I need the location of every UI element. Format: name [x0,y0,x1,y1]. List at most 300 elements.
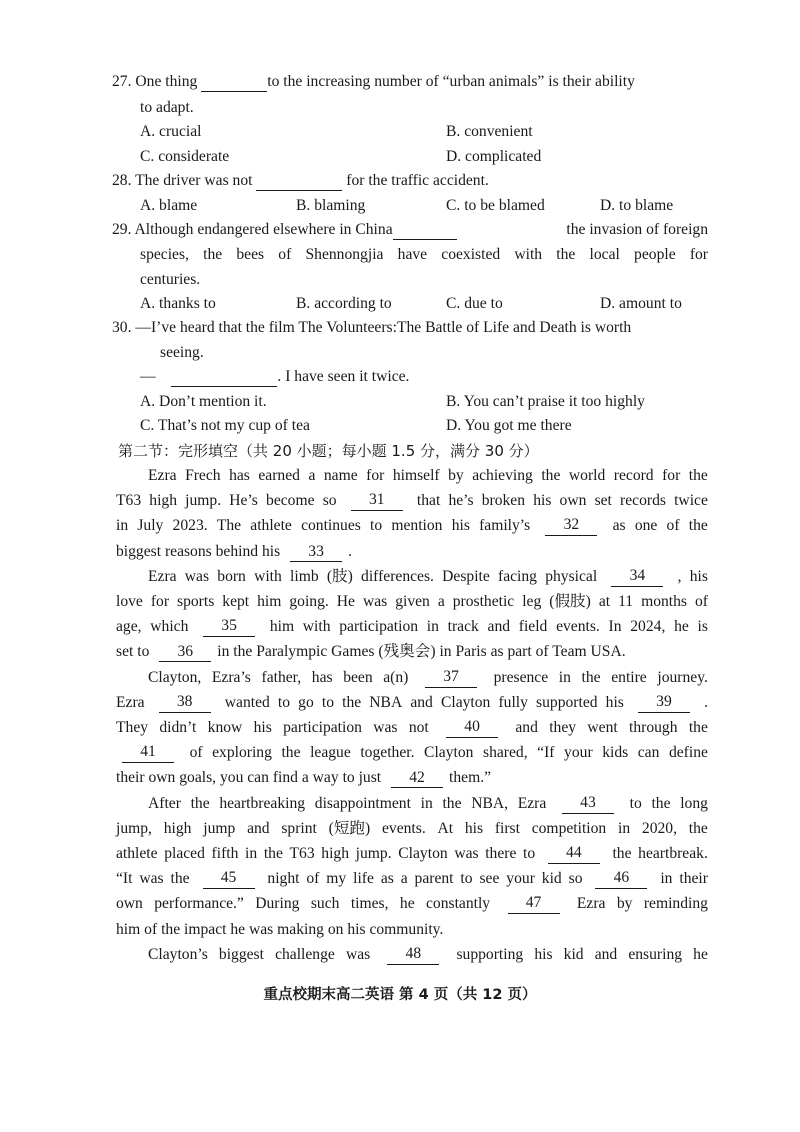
passage-word: Clayton [440,694,491,711]
passage-word: prosthetic [452,593,515,610]
passage-word: high [321,845,350,862]
passage-word: in [420,795,433,812]
question-30-stem-cont: seeing. [160,344,204,361]
passage-word: sports [177,593,215,610]
passage-word: jump. [185,492,222,509]
passage-word: for [662,467,681,484]
passage-word: going. [289,593,329,610]
passage-word: (残奥会) [378,643,440,660]
passage-word: first [494,820,520,837]
passage-line [116,768,495,788]
passage-word: events. [381,820,426,837]
passage-word: they [549,719,577,736]
passage-word: was [139,870,164,887]
passage-word: been [343,669,373,686]
passage-word: reminding [643,895,708,912]
passage-word: given [395,593,430,610]
passage-word: Team [552,643,591,660]
passage-word: participation [283,719,362,736]
passage-word: events. [556,618,600,635]
passage-word: own [116,895,143,912]
passage-word: to [460,870,473,887]
passage-word: was [345,946,371,963]
passage-word: the [688,820,708,837]
passage-word: broken [481,492,526,509]
passage-word: of [144,921,162,938]
question-27-text: 27. One thing [112,73,202,90]
passage-word: his [605,694,624,711]
question-28-text: 28. The driver was not [112,172,257,189]
passage-word: the [688,517,708,534]
passage-word: kids [602,744,629,761]
passage-word: Paris [455,643,491,660]
passage-word: exploring [212,744,272,761]
cloze-blank-48: 48 [387,945,439,965]
passage-line [116,869,708,889]
passage-word: achieving [472,467,533,484]
option-a: A. crucial [140,123,202,140]
passage-word: the [263,845,283,862]
passage-word: league [310,744,351,761]
passage-line [116,920,447,940]
passage-line [116,693,708,713]
passage-word: the [161,921,185,938]
passage-word: and [410,694,433,711]
passage-word: At [437,820,454,837]
passage-word: can [637,744,660,761]
passage-word: field [518,618,548,635]
passage-word: limb [290,568,319,585]
passage-word: reasons [164,543,216,560]
passage-word: was [248,921,278,938]
passage-word: and [594,946,618,963]
passage-word: the [170,870,190,887]
passage-word: them.” [449,769,495,786]
passage-word: fifth [211,845,239,862]
cloze-blank-40: 40 [446,718,498,738]
passage-word: the [688,719,708,736]
passage-word: biggest [116,543,165,560]
passage-word: as [490,643,508,660]
passage-word: the [442,795,462,812]
passage-word: didn’t [159,719,197,736]
passage-word: “If [537,744,555,761]
passage-word: to [629,795,642,812]
passage-line [116,743,708,763]
passage-word: Ezra [517,795,547,812]
option-b: B. according to [296,295,392,312]
passage-word: sprint [281,820,317,837]
passage-word: kid [541,870,562,887]
passage-word: 2020, [641,820,677,837]
passage-word: T63 [289,845,315,862]
passage-word: born [217,568,246,585]
passage-word: you [219,769,248,786]
passage-word: Paralympic [256,643,332,660]
passage-word: to [321,694,335,711]
passage-word: which [150,618,189,635]
passage-word: jump [203,820,236,837]
passage-word: know [207,719,243,736]
cloze-blank-37: 37 [425,668,477,688]
option-d: D. to blame [600,197,674,214]
passage-line [116,844,708,864]
option-b: B. convenient [446,123,533,140]
passage-word: presence [493,669,549,686]
option-d: D. amount to [600,295,682,312]
question-29-text: the invasion of foreign [566,221,708,238]
passage-word: with [302,618,331,635]
cloze-blank-34: 34 [611,567,663,587]
passage-word: he [693,946,708,963]
passage-word: facing [498,568,537,585]
cloze-blank-43: 43 [562,794,614,814]
passage-word: in [660,870,673,887]
passage-word: track [447,618,479,635]
passage-word: father, [261,669,302,686]
passage-word: During [255,895,300,912]
passage-word: his [464,820,484,837]
cloze-blank-39: 39 [638,693,690,713]
passage-word: own [559,492,587,509]
passage-word: in [558,669,571,686]
option-b: B. You can’t praise it too highly [446,393,645,410]
passage-word: The [216,517,242,534]
passage-word: record [613,467,654,484]
passage-word: goals, [179,769,220,786]
passage-word: family’s [479,517,531,534]
passage-line [116,642,630,662]
passage-line [148,668,708,688]
passage-word: to [342,769,359,786]
passage-word: that [416,492,441,509]
question-29-stem-cont: species, the bees of Shennongjia have coexisted with the local people for [140,246,708,263]
question-27-stem-cont: to adapt. [140,99,194,116]
option-a: A. Don’t mention it. [140,393,267,410]
passage-word: high [163,820,192,837]
passage-word: through [629,719,678,736]
passage-word: USA. [590,643,630,660]
passage-word: Games [331,643,379,660]
cloze-blank-47: 47 [508,894,560,914]
passage-word: constantly [426,895,491,912]
option-d: D. complicated [446,148,542,165]
passage-word: and [487,618,511,635]
passage-word: 2023. [172,517,208,534]
passage-line [116,542,356,562]
passage-word: competition [531,820,607,837]
passage-word: impact [184,921,231,938]
passage-line [148,945,708,965]
option-d: D. You got me there [446,417,572,434]
passage-line [148,466,708,486]
passage-word: He’s [229,492,258,509]
passage-word: After [148,795,181,812]
passage-word: not [408,719,429,736]
passage-word: your [506,870,535,887]
passage-word: life [353,870,374,887]
passage-word: in [617,820,631,837]
passage-line [116,516,708,536]
passage-word: Ezra [116,694,145,711]
passage-line [148,567,708,587]
passage-word: parent [414,870,454,887]
passage-word: the [541,467,561,484]
passage-word: disappointment [314,795,411,812]
passage-word: Clayton [398,845,448,862]
passage-word: jump. [355,845,392,862]
passage-word: a [301,769,313,786]
passage-word: such [310,895,340,912]
passage-word: shared, [483,744,528,761]
passage-word: Frech [185,467,221,484]
passage-word: was [362,593,388,610]
passage-word: own [148,769,180,786]
passage-word: love [116,593,143,610]
passage-word: the [233,643,257,660]
passage-word: night [267,870,300,887]
passage-word: (短跑) [328,820,371,837]
passage-word: twice [674,492,708,509]
passage-word: journey. [657,669,708,686]
question-27-stem [112,72,635,92]
passage-word: become [266,492,315,509]
passage-word: a(n) [383,669,409,686]
passage-word: find [272,769,302,786]
option-c: C. to be blamed [446,197,545,214]
passage-word: NBA [369,694,403,711]
passage-word: his [451,517,470,534]
question-28-text: for the traffic accident. [342,172,489,189]
option-c: C. considerate [140,148,230,165]
passage-word: him [116,921,145,938]
passage-word: fully [498,694,528,711]
question-27-text: to the increasing number of “urban animals” is their ability [267,73,635,90]
passage-word: of [306,870,320,887]
passage-line [116,718,708,738]
passage-word: Clayton, [148,669,202,686]
passage-word: Clayton’s [148,946,208,963]
passage-word: for [150,593,170,610]
passage-word: on [327,921,348,938]
passage-word: in [116,517,129,534]
passage-word: their [679,870,708,887]
passage-word: , [677,568,682,585]
passage-word: he [399,895,415,912]
passage-word: athlete [116,845,158,862]
passage-word: making [277,921,328,938]
passage-word: set [594,492,612,509]
passage-word: He [336,593,355,610]
passage-word: high [149,492,178,509]
passage-word: world [568,467,606,484]
passage-word: to [137,643,154,660]
passage-word: define [668,744,708,761]
passage-word: months [641,593,687,610]
passage-word: differences. [361,568,434,585]
passage-word: NBA, [471,795,509,812]
passage-word: July [137,517,164,534]
passage-line [116,491,708,511]
passage-line [116,894,708,914]
passage-word: he [674,618,689,635]
passage-word: to [277,694,291,711]
option-a: A. blame [140,197,198,214]
passage-word: was [373,719,398,736]
passage-word: biggest [218,946,264,963]
passage-word: by [616,895,633,912]
question-28-stem [112,171,489,191]
question-29-stem [112,220,708,240]
passage-word: set [116,643,138,660]
passage-line [148,794,708,814]
passage-word: way [312,769,343,786]
passage-word: T63 [116,492,142,509]
passage-word: his [533,492,552,509]
passage-word: can [247,769,273,786]
passage-word: his [534,946,553,963]
passage-word: Clayton [424,744,474,761]
page-footer: 重点校期末高二英语 第 4 页（共 12 页） [263,987,537,1003]
passage-word: in [426,618,439,635]
passage-word: heartbreak. [638,845,708,862]
passage-word: there [485,845,517,862]
passage-line [116,617,708,637]
passage-word: the [190,795,210,812]
passage-word: see [479,870,500,887]
passage-word: just [358,769,386,786]
passage-word: jump, [116,820,152,837]
passage-word: with [254,568,282,585]
passage-word: Ezra’s [211,669,251,686]
passage-word: earned [258,467,300,484]
passage-word: the [688,467,708,484]
passage-word: . [348,543,356,560]
passage-word: their [116,769,149,786]
passage-word: of [694,593,708,610]
question-30-stem: 30. —I’ve heard that the film The Volunteers:The Battle of Life and Death is worth [112,319,632,336]
passage-word: to [370,517,383,534]
option-a: A. thanks to [140,295,216,312]
passage-word: behind [215,543,262,560]
passage-word: my [326,870,347,887]
passage-word: (假肢) [549,593,591,610]
passage-word: he [230,921,249,938]
passage-word: 2024, [630,618,666,635]
passage-word: by [448,467,464,484]
passage-word: Despite [442,568,490,585]
passage-word: “It [116,870,133,887]
cloze-blank-38: 38 [159,693,211,713]
passage-word: continues [301,517,361,534]
passage-word: of [189,744,203,761]
passage-word: the [281,744,301,761]
passage-word: . [704,694,708,711]
passage-word: age, [116,618,142,635]
passage-word: was [454,845,479,862]
passage-word: participation [339,618,419,635]
question-29-text: 29. Although endangered elsewhere in China [112,221,393,238]
passage-word: supporting [456,946,524,963]
passage-word: in [217,643,234,660]
cloze-blank-44: 44 [548,844,600,864]
passage-word: of [666,517,680,534]
passage-word: records [620,492,666,509]
passage-word: part [507,643,536,660]
passage-word: entire [611,669,647,686]
passage-word: for [366,467,385,484]
answer-blank [256,172,342,191]
passage-word: the [581,669,601,686]
passage-word: at [598,593,611,610]
passage-line [116,592,708,612]
answer-blank [171,368,277,387]
cloze-blank-35: 35 [203,617,255,637]
cloze-blank-33: 33 [290,543,342,562]
passage-word: placed [164,845,205,862]
passage-word: Ezra [148,568,177,585]
passage-word: supported [536,694,598,711]
passage-word: a [437,593,445,610]
option-c: C. due to [446,295,503,312]
passage-word: a [308,467,316,484]
cloze-blank-45: 45 [203,869,255,889]
passage-word: name [323,467,358,484]
passage-word: has [311,669,333,686]
passage-word: his [347,921,370,938]
passage-word: times, [350,895,389,912]
passage-word: leg [522,593,542,610]
passage-word: (肢) [326,568,353,585]
cloze-blank-36: 36 [159,643,211,662]
question-30-reply [140,367,409,387]
passage-word: They [116,719,149,736]
passage-word: has [229,467,250,484]
passage-word: and [247,820,270,837]
passage-word: as [612,517,626,534]
answer-blank [201,73,267,92]
passage-word: and [515,719,538,736]
passage-word: mention [391,517,443,534]
question-30-text: . I have seen it twice. [277,368,410,385]
passage-word: 11 [618,593,634,610]
passage-word: together. [360,744,415,761]
cloze-blank-46: 46 [595,869,647,889]
cloze-blank-31: 31 [351,491,403,511]
passage-word: wanted [224,694,270,711]
passage-word: of [535,643,553,660]
passage-word: he’s [448,492,474,509]
passage-word: heartbreaking [219,795,306,812]
passage-word: was [184,568,210,585]
passage-word: Ezra [148,467,177,484]
passage-word: his [689,568,708,585]
question-29-stem-cont: centuries. [140,271,201,288]
option-b: B. blaming [296,197,366,214]
passage-word: kept [222,593,250,610]
passage-word: long [680,795,708,812]
passage-word: so [568,870,583,887]
cloze-blank-32: 32 [545,516,597,536]
passage-word: went [587,719,618,736]
passage-word: him [257,593,282,610]
passage-word: Ezra [576,895,606,912]
question-30-text: — [140,368,164,385]
passage-word: community. [369,921,448,938]
passage-word: kid [563,946,584,963]
passage-word: his [253,719,272,736]
passage-word: the [342,694,362,711]
